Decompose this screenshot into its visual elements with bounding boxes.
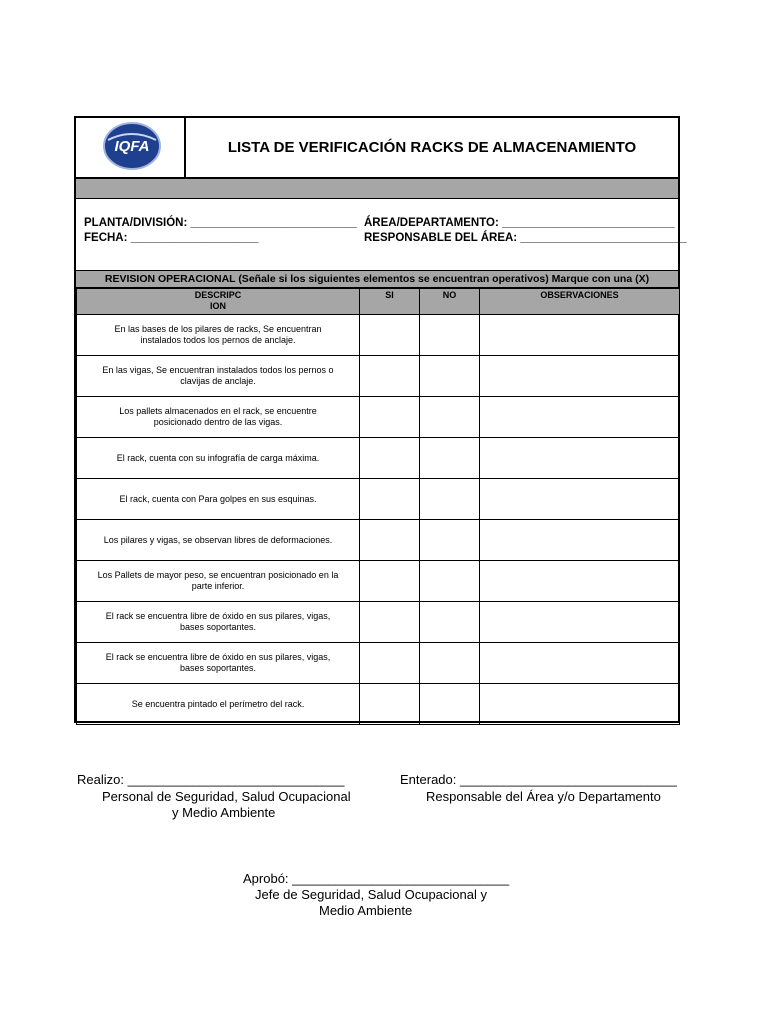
logo-cell: [76, 118, 186, 178]
table-row: [77, 684, 680, 725]
realizo-signature-line: Realizo: ______________________________: [77, 772, 345, 787]
table-row: [77, 561, 680, 602]
planta-field: PLANTA/DIVISIÓN: __________________________: [84, 217, 357, 229]
row-description: [77, 479, 360, 520]
desc-line: El rack se encuentra libre de óxido en sus pilares, vigas,: [105, 611, 331, 621]
desc-line: En las bases de los pilares de racks, Se encuentran: [114, 324, 322, 334]
row-description: [77, 561, 360, 602]
realizo-role-line2: y Medio Ambiente: [172, 805, 276, 820]
header-shaded-band: [76, 179, 678, 199]
no-checkbox-cell[interactable]: [420, 479, 480, 520]
aprobo-role-line1: Jefe de Seguridad, Salud Ocupacional y: [255, 887, 487, 902]
si-checkbox-cell[interactable]: [360, 397, 420, 438]
column-header-no: NO: [420, 289, 480, 315]
no-checkbox-cell[interactable]: [420, 438, 480, 479]
aprobo-role-line2: Medio Ambiente: [319, 903, 413, 918]
si-checkbox-cell[interactable]: [360, 602, 420, 643]
row-description: [77, 438, 360, 479]
no-checkbox-cell[interactable]: [420, 520, 480, 561]
table-row: [77, 315, 680, 356]
no-checkbox-cell[interactable]: [420, 397, 480, 438]
observaciones-cell[interactable]: [480, 438, 680, 479]
si-checkbox-cell[interactable]: [360, 520, 420, 561]
row-description: [77, 643, 360, 684]
observaciones-cell[interactable]: [480, 479, 680, 520]
iqfa-logo: [76, 118, 184, 176]
table-row: [77, 479, 680, 520]
observaciones-cell[interactable]: [480, 643, 680, 684]
row-description: [77, 684, 360, 725]
si-checkbox-cell[interactable]: [360, 438, 420, 479]
area-field: ÁREA/DEPARTAMENTO: ___________________________: [364, 217, 675, 229]
table-row: [77, 356, 680, 397]
no-checkbox-cell[interactable]: [420, 684, 480, 725]
responsable-field: RESPONSABLE DEL ÁREA: __________________________: [364, 232, 687, 244]
observaciones-cell[interactable]: [480, 561, 680, 602]
realizo-role-line1: Personal de Seguridad, Salud Ocupacional: [102, 789, 351, 804]
desc-line: instalados todos los pernos de anclaje.: [140, 335, 296, 345]
desc-line: En las vigas, Se encuentran instalados todos los pernos o: [102, 365, 334, 375]
table-header-row: [77, 289, 680, 315]
row-description: [77, 356, 360, 397]
observaciones-cell[interactable]: [480, 602, 680, 643]
aprobo-signature-line: Aprobó: ______________________________: [243, 871, 510, 886]
column-header-descripcion: [77, 289, 360, 315]
desc-line: parte inferior.: [191, 581, 245, 591]
desc-line: Los pilares y vigas, se observan libres de deformaciones.: [103, 534, 333, 545]
table-row: [77, 643, 680, 684]
revision-heading: REVISION OPERACIONAL (Señale si los siguientes elementos se encuentran operativos) Marque con una (X): [76, 270, 678, 288]
desc-line: Los Pallets de mayor peso, se encuentran posicionado en la: [97, 570, 339, 580]
table-row: [77, 602, 680, 643]
desc-line: posicionado dentro de las vigas.: [153, 417, 283, 427]
row-description: [77, 602, 360, 643]
desc-line: El rack, cuenta con Para golpes en sus esquinas.: [119, 493, 317, 504]
column-header-observaciones: OBSERVACIONES: [480, 289, 680, 315]
desc-line: bases soportantes.: [179, 622, 257, 632]
no-checkbox-cell[interactable]: [420, 643, 480, 684]
row-description: [77, 315, 360, 356]
no-checkbox-cell[interactable]: [420, 561, 480, 602]
no-checkbox-cell[interactable]: [420, 315, 480, 356]
document-title: LISTA DE VERIFICACIÓN RACKS DE ALMACENAMIENTO: [227, 139, 637, 156]
row-description: [77, 397, 360, 438]
desc-line: El rack se encuentra libre de óxido en sus pilares, vigas,: [105, 652, 331, 662]
column-header-descripcion-line1: DESCRIPC: [194, 290, 242, 300]
desc-line: bases soportantes.: [179, 663, 257, 673]
no-checkbox-cell[interactable]: [420, 356, 480, 397]
checklist-table: [76, 288, 680, 725]
si-checkbox-cell[interactable]: [360, 643, 420, 684]
observaciones-cell[interactable]: [480, 520, 680, 561]
table-row: [77, 397, 680, 438]
column-header-si: SI: [360, 289, 420, 315]
observaciones-cell[interactable]: [480, 397, 680, 438]
desc-line: clavijas de anclaje.: [180, 376, 256, 386]
si-checkbox-cell[interactable]: [360, 561, 420, 602]
observaciones-cell[interactable]: [480, 315, 680, 356]
observaciones-cell[interactable]: [480, 684, 680, 725]
fecha-field: FECHA: ____________________: [84, 232, 259, 244]
svg-text:IQFA: IQFA: [114, 138, 150, 155]
desc-line: Se encuentra pintado el perímetro del rack.: [131, 698, 305, 709]
table-row: [77, 438, 680, 479]
si-checkbox-cell[interactable]: [360, 684, 420, 725]
table-row: [77, 520, 680, 561]
si-checkbox-cell[interactable]: [360, 315, 420, 356]
si-checkbox-cell[interactable]: [360, 356, 420, 397]
desc-line: El rack, cuenta con su infografía de carga máxima.: [116, 452, 320, 463]
column-header-descripcion-line2: ION: [209, 301, 226, 311]
observaciones-cell[interactable]: [480, 356, 680, 397]
row-description: [77, 520, 360, 561]
si-checkbox-cell[interactable]: [360, 479, 420, 520]
desc-line: Los pallets almacenados en el rack, se encuentre: [119, 406, 317, 416]
enterado-signature-line: Enterado: ______________________________: [400, 772, 677, 787]
enterado-role: Responsable del Área y/o Departamento: [426, 789, 661, 804]
no-checkbox-cell[interactable]: [420, 602, 480, 643]
